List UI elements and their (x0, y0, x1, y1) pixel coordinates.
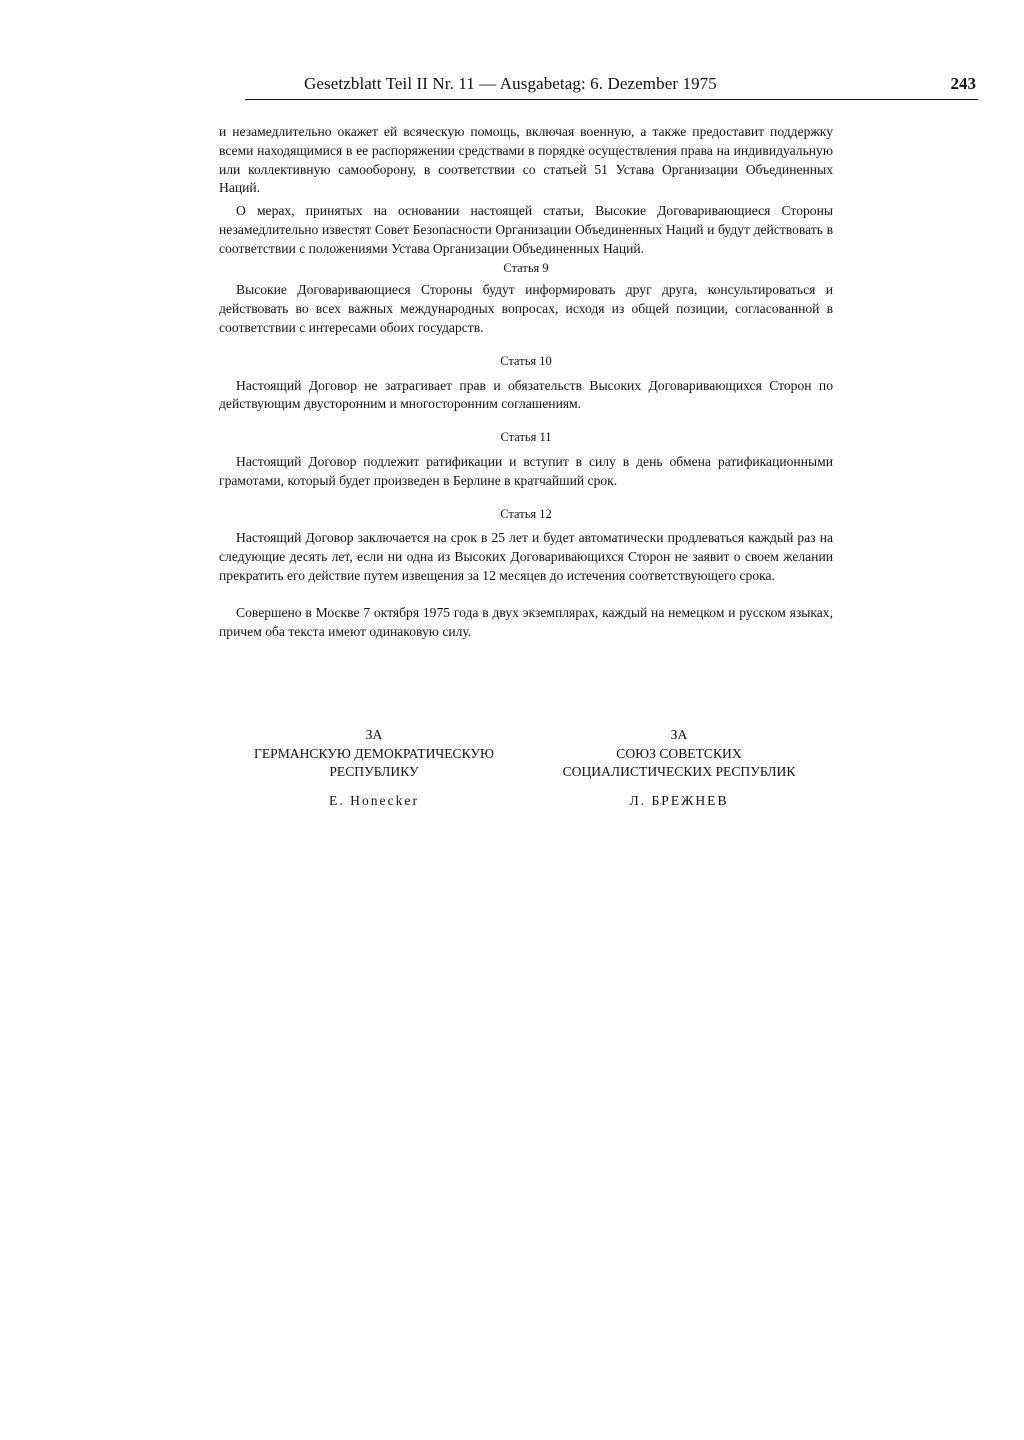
header-divider (245, 99, 978, 100)
article-text: Настоящий Договор заключается на срок в 25 лет и будет автоматически продлеваться каждый раз на следующие десять лет, если ни одна из Высоких Договаривающихся Сторон не заявит о своем желании прекратить его действие путем извещения за 12 месяцев до истечения соответствующего срока. (219, 530, 833, 583)
signature-ussr (541, 726, 817, 810)
article-heading: Статья 10 (500, 353, 552, 368)
publication-title: Gesetzblatt Teil II Nr. 11 — Ausgabetag: 6. Dezember 1975 (304, 74, 717, 93)
signature-party-line: СОЦИАЛИСТИЧЕСКИХ РЕСПУБЛИК (562, 764, 796, 780)
signature-block (219, 726, 833, 816)
article-heading: Статья 9 (503, 260, 549, 275)
signature-party-line: ГЕРМАНСКУЮ ДЕМОКРАТИЧЕСКУЮ (253, 745, 494, 761)
paragraph-continuation: и незамедлительно окажет ей всяческую помощь, включая военную, а также предоставит поддержку всеми находящимися в ее распоряжении средствами в порядке осуществления права на индивидуальную или коллективную самооборону, в соответствии со статьей 51 Устава Организации Объединенных Наций. (219, 124, 833, 196)
article-heading: Статья 12 (500, 506, 552, 521)
page-number: 243 (950, 74, 976, 93)
article-text: Высокие Договаривающиеся Стороны будут информировать друг друга, консультироваться и действовать во всех важных международных вопросах, исходя из общей позиции, согласованной в соответствии с интересами обоих государств. (219, 282, 833, 335)
article-text: Настоящий Договор не затрагивает прав и обязательств Высоких Договаривающихся Сторон по действующим двусторонним и многосторонним соглашениям. (219, 377, 833, 412)
page-header (245, 74, 978, 98)
signatory-name: E. Honecker (329, 792, 419, 808)
signature-party-line: РЕСПУБЛИКУ (329, 764, 419, 780)
article-text: Настоящий Договор подлежит ратификации и вступит в силу в день обмена ратификационными грамотами, который будет произведен в Берлине в кратчайший срок. (219, 453, 833, 488)
article-heading: Статья 11 (500, 430, 552, 445)
signature-party-line: СОЮЗ СОВЕТСКИХ (616, 745, 742, 761)
treaty-text (219, 123, 833, 641)
signature-for-label: ЗА (365, 727, 383, 742)
paragraph-measures: О мерах, принятых на основании настоящей статьи, Высокие Договаривающиеся Стороны незамедлительно известят Совет Безопасности Организации Объединенных Наций и будут действовать в соответствии с положениями Устава Организации Объединенных Наций. (219, 203, 833, 256)
signatory-name: Л. БРЕЖНЕВ (629, 792, 729, 808)
closing-paragraph: Совершено в Москве 7 октября 1975 года в двух экземплярах, каждый на немецком и русском языках, причем оба текста имеют одинаковую силу. (219, 604, 833, 639)
signature-gdr (229, 726, 519, 810)
signature-for-label: ЗА (670, 727, 688, 742)
